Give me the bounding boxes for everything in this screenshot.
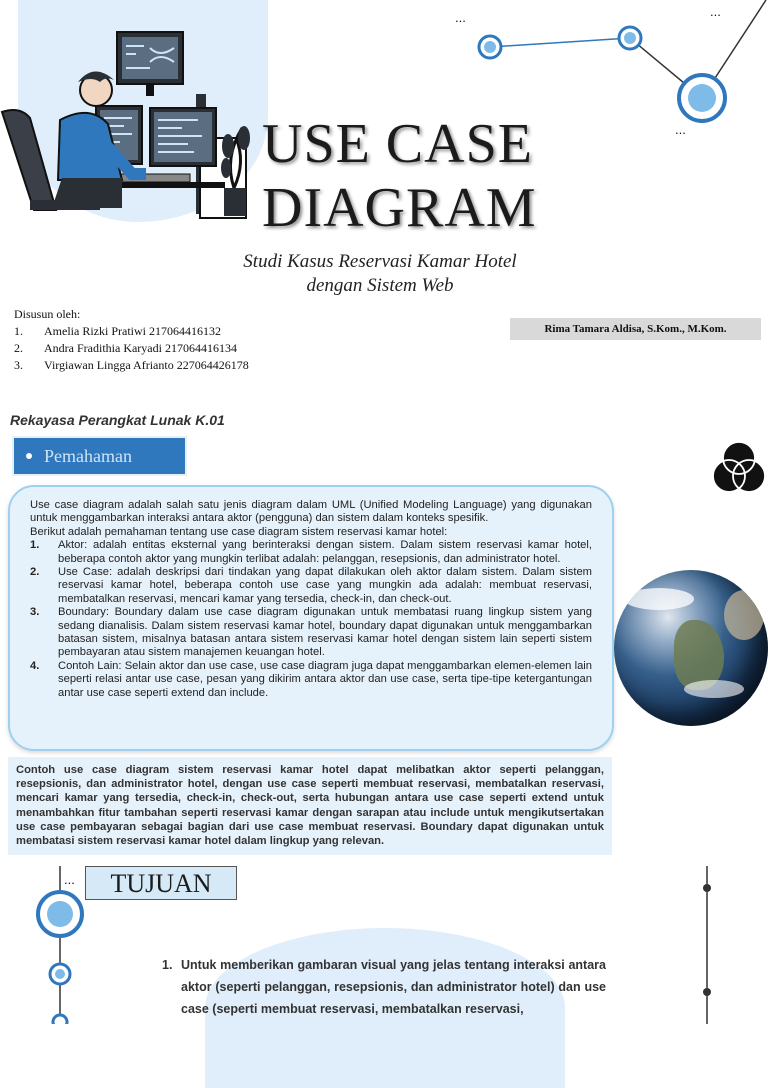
bullet-icon (26, 453, 32, 459)
section-label-tujuan: TUJUAN (85, 866, 237, 900)
list-item: 1. Aktor: adalah entitas eksternal yang berinteraksi dengan sistem. Dalam sistem reservasi kamar hotel, beberapa contoh aktor yang mungkin terlibat adalah: pelanggan, resepsionis, dan administrator hotel. (30, 539, 592, 565)
ellipsis-3: ... (675, 122, 686, 137)
developer-illustration (0, 28, 260, 220)
example-box (8, 757, 612, 855)
author-item: 1. Amelia Rizki Pratiwi 217064416132 (14, 324, 221, 338)
section-label-pemahaman: Pemahaman (14, 438, 185, 474)
understanding-box (8, 485, 614, 751)
example-paragraph: Contoh use case diagram sistem reservasi kamar hotel dapat melibatkan aktor seperti pelanggan, resepsionis, dan administrator hotel, dengan use case seperti membuat reservasi, membatalkan reservasi, mencari kamar yang tersedia, check-in, check-out, serta hubungan antara use case seperti extend untuk menambahkan fitur tambahan seperti reservasi kamar dengan sarapan atau include untuk mengikutsertakan use case pembayaran sebagai bagian dari use case membuat reservasi. Boundary dapat digunakan untuk membatasi sistem reservasi kamar hotel dalam lingkup yang relevan. (16, 764, 604, 848)
subtitle (180, 250, 580, 298)
ellipsis-2: ... (710, 4, 721, 19)
right-line-decoration (698, 866, 718, 1024)
venn-circles-icon (711, 440, 767, 496)
lead-paragraph: Berikut adalah pemahaman tentang use case diagram sistem reservasi kamar hotel: (30, 525, 448, 538)
list-item: 3. Boundary: Boundary dalam use case diagram digunakan untuk membatasi ruang lingkup sistem yang sedang dianalisis. Dalam sistem reservasi kamar hotel, boundary dapat digunakan untuk menggambarkan batasan sistem, misalnya batasan antara sistem reservasi kamar hotel dengan sistem lain seperti sistem pembayaran atau sistem manajemen keuangan hotel. (30, 606, 592, 659)
title-line-1: USE CASE (262, 113, 533, 175)
lecturer-name: Rima Tamara Aldisa, S.Kom., M.Kom. (510, 318, 761, 340)
authors-block (14, 306, 249, 374)
intro-paragraph: Use case diagram adalah salah satu jenis diagram dalam UML (Unified Modeling Language) yang digunakan untuk menggambarkan interaksi antara aktor (pengguna) dan sistem dalam konteks spesifik. (30, 499, 592, 525)
author-item: 3. Virgiawan Lingga Afrianto 227064426178 (14, 358, 249, 372)
subtitle-line-1: Studi Kasus Reservasi Kamar Hotel (243, 251, 517, 272)
ellipsis-1: ... (455, 10, 466, 25)
title-line-2: DIAGRAM (262, 177, 537, 239)
authors-heading: Disusun oleh: (14, 307, 81, 321)
ellipsis-4: ... (64, 872, 75, 887)
subtitle-line-2: dengan Sistem Web (306, 275, 454, 296)
tujuan-list-item: 1. Untuk memberikan gambaran visual yang jelas tentang interaksi antara aktor (seperti pelanggan, resepsionis, dan administrator hotel) dan use case (seperti membuat reservasi, membatalkan reservasi, (162, 958, 606, 1016)
earth-globe-image (614, 570, 768, 726)
list-item: 2. Use Case: adalah deskripsi dari tindakan yang dapat dilakukan oleh aktor dalam sistem. Dalam sistem reservasi kamar hotel, beberapa contoh use case yang mungkin ada adalah: membuat reservasi, membatalkan reservasi, mencari kamar yang tersedia, check-in, dan check-out. (30, 566, 592, 605)
bottom-left-node-decoration (30, 866, 90, 1024)
course-name: Rekayasa Perangkat Lunak K.01 (10, 412, 225, 428)
author-item: 2. Andra Fradithia Karyadi 217064416134 (14, 341, 237, 355)
page-title (262, 112, 537, 240)
list-item: 4. Contoh Lain: Selain aktor dan use case, use case diagram juga dapat menggambarkan elemen-elemen lain seperti relasi antar use case, pesan yang dikirim antara aktor dan use case, serta tipe-tipe ketergantungan antar use case seperti extend dan include. (30, 659, 592, 699)
